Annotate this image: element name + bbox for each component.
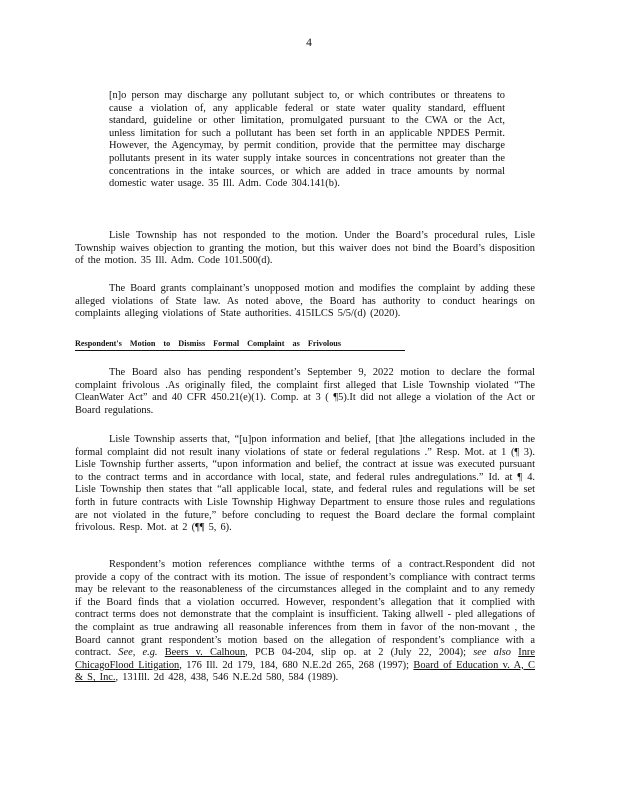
paragraph-board-grants: [75, 283, 535, 321]
signal-see-also: see also: [473, 647, 512, 659]
paragraph-text: The Board grants complainant’s unopposed motion and modifies the complaint by adding these alleged violations of State law. As noted above, the Board has authority to conduct hearings on complaints alleging violations of State authorities. 415ILCS 5/5/(d) (2020).: [75, 283, 535, 320]
citation-text: , 176 Ill. 2d 179, 184, 680 N.E.2d 265, 268 (1997);: [179, 659, 410, 671]
paragraph-text: Lisle Township asserts that, “[u]pon information and belief, [that ]the allegations included in the formal complaint did not result inany violations of state or federal regulations .” Resp. Mot. at 1 (¶ 3). Lisle Township further asserts, “upon information and belief, the contract at issue was executed pursuant to the contract terms and in accordance with local, state, and federal rules andregulations.” Id. at ¶ 4. Lisle Township then states that “all applicable local, state, and federal rules and regulations will be set forth in future contracts with Lisle Township Highway Department to ensure those rules and regulations are not violated in the future,” before concluding to request the Board declare the formal complaint frivolous. Resp. Mot. at 2 (¶¶ 5, 6).: [75, 434, 535, 534]
citation-text: , 131Ill. 2d 428, 438, 546 N.E.2d 580, 584 (1989).: [115, 672, 339, 684]
case-citation: Beers v. Calhoun: [164, 647, 246, 659]
paragraph-text: The Board also has pending respondent’s September 9, 2022 motion to declare the formal complaint frivolous .As originally filed, the complaint first alleged that Lisle Township violated “The CleanWater Act” and 40 CFR 450.21(e)(1). Comp. at 3 ( ¶5).It did not allege a violation of the Act or Board regulations.: [75, 367, 535, 416]
paragraph-lisle-asserts: [75, 434, 535, 535]
case-citation: Inre ChicagoFlood Litigation: [75, 647, 535, 671]
citation-text: , PCB 04-204, slip op. at 2 (July 22, 2004);: [245, 647, 466, 659]
paragraph-pending-motion: [75, 367, 535, 417]
paragraph-text: Respondent’s motion references compliance withthe terms of a contract.Respondent did not provide a copy of the contract with its motion. The issue of respondent’s compliance with contract terms may be relevant to the reasonableness of the circumstances alleged in the complaint and to any remedy if the Board finds that a violation occurred. However, respondent’s allegation that it complied with contract terms does not demonstrate that the complaint is insufficient. Taking allwell - pled allegations of the complaint as true andrawing all reasonable inferences from them in favor of the non-movant , the Board cannot grant respondent’s motion based on the allegation of respondent’s compliance with a contract.: [75, 559, 535, 659]
signal-see-eg: See, e.g.: [118, 647, 158, 659]
case-citation: Board of Education v. A, C & S, Inc.: [75, 659, 535, 684]
block-quote: [n]o person may discharge any pollutant subject to, or which contributes or threatens to cause a violation of, any applicable federal or state water quality standard, effluent standard, guideline or other limitation, promulgated pursuant to the CWA or the Act, unless limitation for such a pollutant has been set forth in an applicable NPDES Permit. However, the Agencymay, by permit condition, provide that the permittee may discharge pollutants present in its water supply intake sources in concentrations not greater than the concentrations in the intake sources, or which are added in trace amounts by normal domestic water usage. 35 Ill. Adm. Code 304.141(b).: [109, 90, 505, 190]
paragraph-text: Lisle Township has not responded to the motion. Under the Board’s procedural rules, Lisle Township waives objection to granting the motion, but this waiver does not bind the Board’s disposition of the motion. 35 Ill. Adm. Code 101.500(d).: [75, 230, 535, 267]
paragraph-motion-references: [75, 559, 535, 685]
section-heading: Respondent's Motion to Dismiss Formal Complaint as Frivolous: [75, 339, 405, 351]
page-number: 4: [306, 37, 312, 49]
paragraph-lisle-not-responded: [75, 230, 535, 268]
